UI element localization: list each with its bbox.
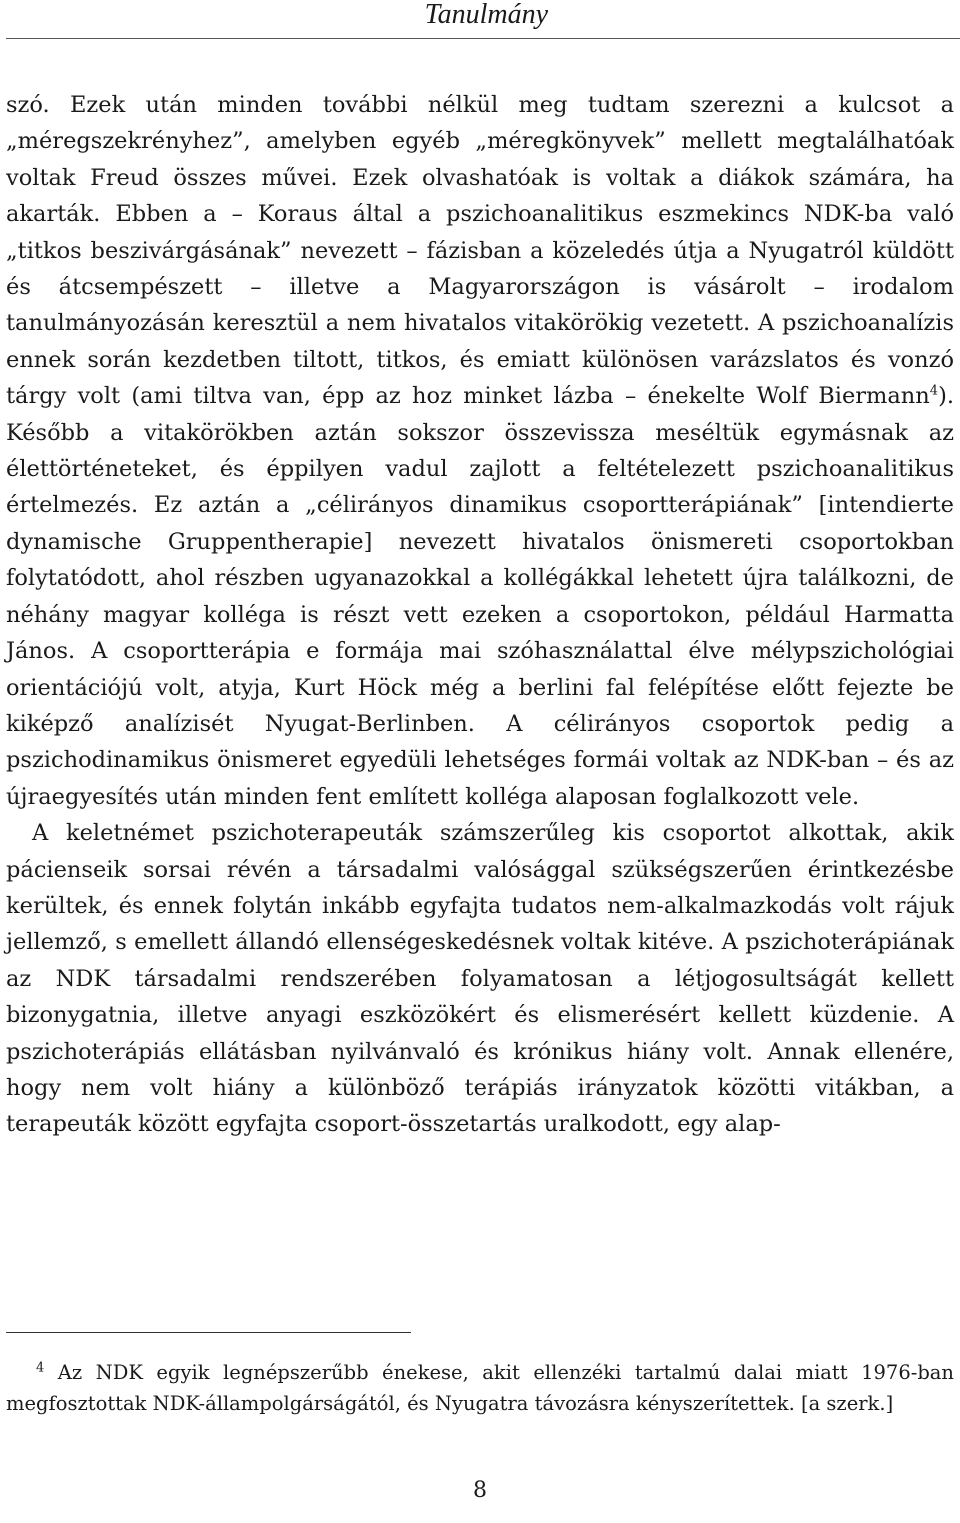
footnote-rule [6, 1332, 411, 1333]
paragraph-1-text-b: ). Később a vitakörökben aztán sokszor összevissza meséltük egymásnak az élettörténeteket, és éppilyen vadul zajlott a feltételezett pszichoanalitikus értelmezés. Ez aztán a „célirányos dinamikus csoportterápiának” [intendierte dynamische Gruppentherapie] nevezett hivatalos önismereti csoportokban folytatódott, ahol részben ugyanazokkal a kollégákkal lehetett újra találkozni, de néhány magyar kolléga is részt vett ezeken a csoportokon, például Harmatta János. A csoportterápia e formája mai szóhasználattal élve mélypszichológiai orientációjú volt, atyja, Kurt Höck még a berlini fal felépítése előtt fejezte be kiképző analízisét Nyugat-Berlinben. A célirányos csoportok pedig a pszichodinamikus önismeret egyedüli lehetséges formái voltak az NDK-ban – és az újraegyesítés után minden fent említett kolléga alaposan foglalkozott vele. [6, 383, 954, 810]
paragraph-2: A keletnémet pszichoterapeuták számszerűleg kis csoportot alkottak, akik pácienseik sorsai révén a társadalmi valósággal szükségszerűen érintkezésbe kerültek, és ennek folytán inkább egyfajta tudatos nem-alkalmazkodás volt rájuk jellemző, s emellett állandó ellenségeskedésnek voltak kitéve. A pszichoterápiának az NDK társadalmi rendszerében folyamatosan a létjogosultságát kellett bizonygatnia, illetve anyagi eszközökért és elismerésért kellett küzdenie. A pszichoterápiás ellátásban nyilvánvaló és krónikus hiány volt. Annak ellenére, hogy nem volt hiány a különböző terápiás irányzatok közötti vitákban, a terapeuták között egyfajta csoport-összetartás uralkodott, egy alap- [6, 820, 954, 1138]
footnote-number: 4 [36, 1360, 45, 1376]
paragraph-1-text-a: szó. Ezek után minden további nélkül meg tudtam szerezni a kulcsot a „méregszekrényhez”, amelyben egyéb „méregkönyvek” mellett megtalálhatóak voltak Freud összes művei. Ezek olvashatóak is voltak a diákok számára, ha akarták. Ebben a – Koraus által a pszichoanalitikus eszmekincs NDK-ba való „titkos beszivárgásának” nevezett – fázisban a közeledés útja a Nyugatról küldött és átcsempészett – illetve a Magyarországon is vásárolt – irodalom tanulmányozásán keresztül a nem hivatalos vitakörökig vezetett. A pszichoanalízis ennek során kezdetben tiltott, titkos, és emiatt különösen varázslatos és vonzó tárgy volt (ami tiltva van, épp az hoz minket lázba – énekelte Wolf Biermann [6, 92, 954, 410]
footnote-reference: 4 [929, 383, 939, 399]
header-rule [6, 38, 960, 39]
page-number: 8 [473, 1478, 487, 1503]
running-header [0, 0, 960, 46]
footnote [6, 1357, 954, 1419]
footnote-text: Az NDK egyik legnépszerűbb énekese, akit ellenzéki tartalmú dalai miatt 1976-ban megfosztottak NDK-állampolgárságától, és Nyugatra távozásra kényszerítettek. [a szerk.] [6, 1361, 954, 1415]
header-title: Tanulmány [424, 0, 548, 30]
body-text [6, 87, 954, 1143]
paragraph-1 [6, 87, 954, 815]
